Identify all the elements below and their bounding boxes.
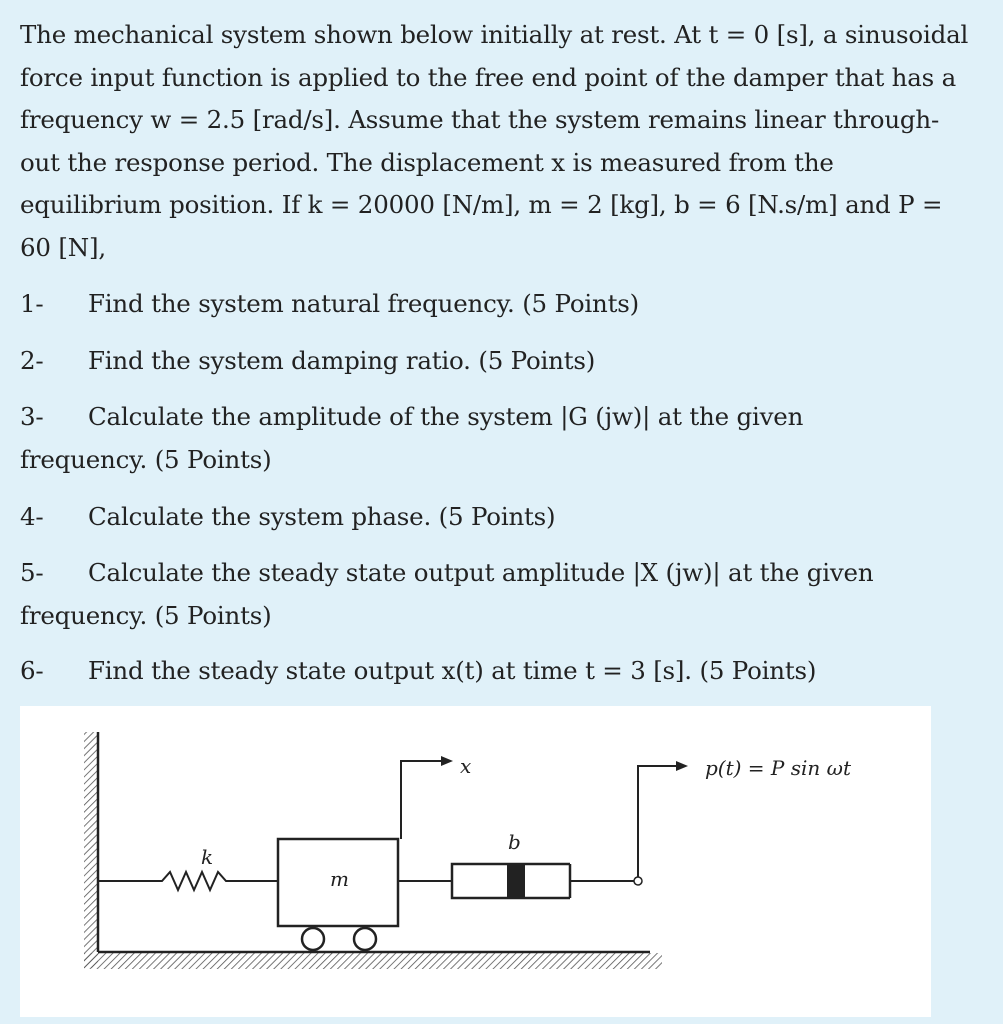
question-text: Find the system damping ratio. (5 Points) bbox=[88, 346, 596, 375]
mechanical-system-figure bbox=[20, 706, 931, 1017]
mass-label: m bbox=[330, 867, 349, 891]
system-diagram bbox=[20, 706, 931, 1017]
problem-line: force input function is applied to the free end point of the damper that has a bbox=[20, 62, 957, 92]
x-arrow-line bbox=[401, 761, 445, 839]
problem-line: 60 [N], bbox=[20, 232, 106, 262]
question-1 bbox=[20, 282, 980, 325]
problem-line: The mechanical system shown below initially at rest. At t = 0 [s], a sinusoidal bbox=[20, 20, 969, 49]
problem-statement bbox=[20, 14, 995, 269]
question-text-continued: frequency. (5 Points) bbox=[20, 445, 272, 474]
problem-line: frequency w = 2.5 [rad/s]. Assume that the system remains linear through- bbox=[20, 105, 940, 134]
question-number: 3- bbox=[20, 402, 44, 431]
question-text: Calculate the steady state output amplitude |X (jw)| at the given bbox=[88, 558, 874, 587]
question-number: 2- bbox=[20, 346, 44, 375]
wheel-right bbox=[354, 928, 376, 950]
damper-piston bbox=[507, 864, 525, 898]
problem-line: equilibrium position. If k = 20000 [N/m], m = 2 [kg], b = 6 [N.s/m] and P = bbox=[20, 190, 943, 219]
x-label: x bbox=[460, 754, 472, 778]
wheel-left bbox=[302, 928, 324, 950]
question-text: Calculate the amplitude of the system |G (jw)| at the given bbox=[88, 402, 804, 431]
question-number: 6- bbox=[20, 656, 44, 685]
problem-line: out the response period. The displacement x is measured from the bbox=[20, 147, 834, 177]
question-3 bbox=[20, 395, 980, 481]
question-number: 5- bbox=[20, 558, 44, 587]
force-arrow-line bbox=[638, 766, 680, 877]
question-number: 4- bbox=[20, 502, 44, 531]
question-text: Calculate the system phase. (5 Points) bbox=[88, 502, 556, 531]
question-4 bbox=[20, 495, 980, 538]
question-text-continued: frequency. (5 Points) bbox=[20, 601, 272, 630]
ground-hatch bbox=[84, 953, 662, 969]
spring bbox=[98, 872, 278, 890]
question-6 bbox=[20, 649, 980, 692]
question-2 bbox=[20, 339, 980, 382]
question-text: Find the steady state output x(t) at time t = 3 [s]. (5 Points) bbox=[88, 656, 817, 685]
question-number: 1- bbox=[20, 289, 44, 318]
damper-free-end bbox=[634, 877, 642, 885]
damper-label: b bbox=[508, 830, 521, 854]
force-arrow-head bbox=[676, 761, 688, 771]
x-arrow-head bbox=[441, 756, 453, 766]
force-label: p(t) = P sin ωt bbox=[705, 756, 851, 780]
question-5 bbox=[20, 551, 980, 637]
question-text: Find the system natural frequency. (5 Points) bbox=[88, 289, 639, 318]
wall-hatch bbox=[84, 732, 98, 968]
spring-label: k bbox=[201, 845, 214, 869]
